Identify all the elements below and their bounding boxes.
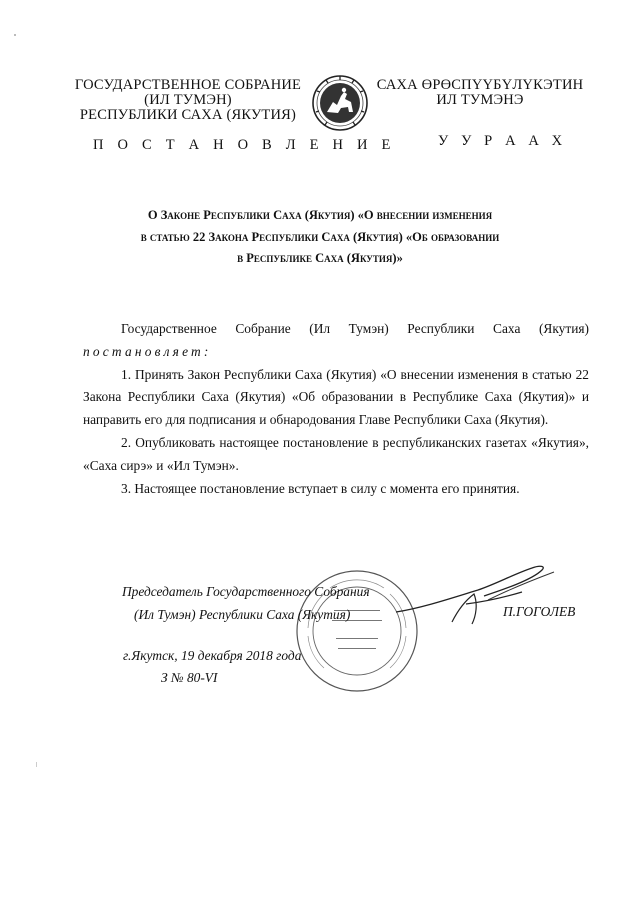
decree-word: постановляет: (83, 343, 212, 359)
signer-name: П.ГОГОЛЕВ (503, 604, 576, 619)
document-title (100, 205, 540, 270)
issuer-name-yakut (374, 78, 586, 108)
issuer-line: ИЛ ТУМЭНЭ (436, 92, 524, 108)
issuer-line: ГОСУДАРСТВЕННОЕ СОБРАНИЕ (74, 77, 302, 93)
place-and-date: г.Якутск, 19 декабря 2018 года (123, 648, 302, 663)
coat-of-arms-emblem-icon (311, 72, 369, 134)
title-line: в Республике Саха (Якутия)» (237, 251, 403, 265)
body-item: 1. Принять Закон Республики Саха (Якутия) «О внесении изменения в статью 22 Закона Республики Саха (Якутия) «Об образовании в Республике Саха (Якутия)» и направить его для подписания и обнародования Главе Республики Саха (Якутия). (83, 366, 589, 428)
doc-type-russian: П О С Т А Н О В Л Е Н И Е (93, 137, 396, 153)
document-number: З № 80-VI (161, 670, 218, 685)
issuer-line: (ИЛ ТУМЭН) (144, 92, 232, 108)
issuer-line: РЕСПУБЛИКИ САХА (ЯКУТИЯ) (79, 107, 297, 123)
body-item: 3. Настоящее постановление вступает в силу с момента его принятия. (121, 480, 520, 496)
title-line: в статью 22 Закона Республики Саха (Якутия) «Об образовании (140, 229, 500, 244)
intro-paragraph: Государственное Собрание (Ил Тумэн) Республики Саха (Якутия) (121, 321, 589, 336)
scan-speck (36, 762, 37, 767)
title-line: О Законе Республики Саха (Якутия) «О внесении изменения (147, 208, 493, 222)
issuer-name-russian (72, 78, 304, 123)
scan-speck (14, 34, 16, 36)
body-item: 2. Опубликовать настоящее постановление в республиканских газетах «Якутия», «Саха сирэ» и «Ил Тумэн». (83, 434, 589, 473)
document-body (83, 318, 589, 500)
doc-type-yakut: У У Р А А Х (438, 133, 567, 149)
signer-position-line: Председатель Государственного Собрания (122, 584, 370, 599)
signer-position-line: (Ил Тумэн) Республики Саха (Якутия) (134, 607, 351, 622)
issuer-line: САХА ӨРӨСПҮҮБҮЛҮКЭТИН (376, 77, 584, 93)
